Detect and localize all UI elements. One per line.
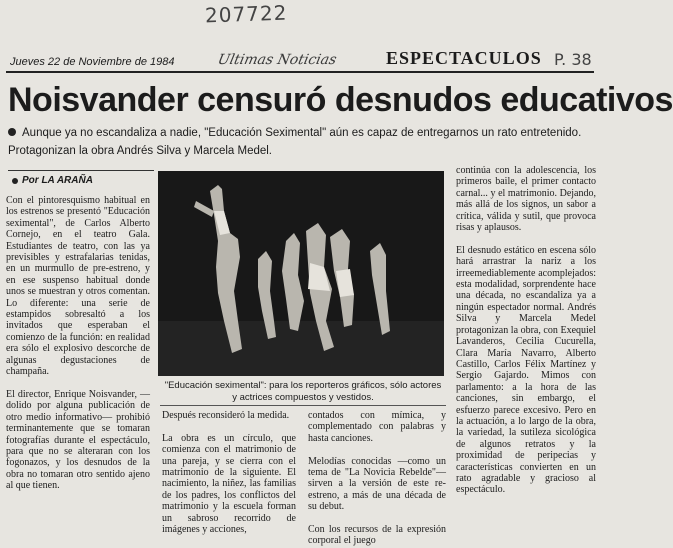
- article-column-4: continúa con la adolescencia, los primeros baile, el primer contacto carnal... y el matrimonio. Dejando, más allá de los signos, un sabor a crítica, válida y sutil, que provoca risas y aplausos. El desnudo estático en escena sólo hará arrastrar la nariz a los irreemediablemente acomplejados: esta modalidad, sorprendente hace una década, no escandaliza ya a ningún espectador normal. Andrés Silva y Marcela Medel protagonizan la obra, con Exequiel Lavanderos, Cecilia Cucurella, Clara María Navarro, Alberto Castillo, Carlos Félix Martínez y Sergio Gajardo. Mimos con parlamento: a la hora de las canciones, sin embargo, el esfuerzo parece excesivo. Pero en la actuación, a lo largo de la obra, la variedad, la sutileza sicológica de algunos retratos y la proximidad de peripecias y características convierten en un rato agradable y gracioso al espectáculo.: [456, 165, 596, 496]
- page-number: P. 38: [554, 50, 592, 69]
- article-column-2: Después reconsideró la medida. La obra es un círculo, que comienza con el matrimonio de una pareja, y se cierra con el matrimonio de la siguiente. El nacimiento, la niñez, las familias de los padres, los conflictos del matrimonio y la escuela forman un sabroso recorrido de imágenes y acciones,: [162, 410, 296, 536]
- newspaper-name: Ultimas Noticias: [216, 52, 338, 68]
- headline: Noisvander censuró desnudos educativos: [8, 81, 673, 119]
- handwritten-archive-number: 207722: [204, 0, 288, 28]
- lede-paragraph: Aunque ya no escandaliza a nadie, "Educación Seximental" aún es capaz de entregarnos un rato entretenido. Protagonizan la obra Andrés Silva y Marcela Medel.: [8, 127, 582, 157]
- header-rule: [6, 71, 594, 73]
- stage-performers-photo: [158, 171, 444, 376]
- article-column-1: Con el pintoresquismo habitual en los estrenos se presentó "Educación seximental", de Carlos Alberto Cornejo, en el teatro Gala. Estudiantes de teatro, con las ya previsibles y estrafalarias tenidas, en un murmullo de pre-estreno, y en ese suspenso habitual donde unos se muestran y otros comentan. Lo diferente: una serie de estampidos sobresaltó a los invitados que esperaban el comienzo de la función: en realidad era sólo el explosivo descorche de algunas degustaciones de champaña. El director, Enrique Noisvander, —dolido por alguna publicación de otro medio informativo— prohibió terminantemente que se tomaran fotografías durante el espectáculo, para que no se alteraran con los fogonazos, y los desnudos de la obra no tomaran otro sentido ajeno al que tienen.: [6, 195, 150, 492]
- caption-rule: [160, 405, 446, 406]
- byline-rule: [8, 170, 154, 171]
- article-column-3: contados con mímica, y complementado con palabras y hasta canciones. Melodías conocidas —como un tema de "La Novicia Rebelde"— sirven a la versión de este re-estreno, a más de una década de su debut. Con los recursos de la expresión corporal el juego: [308, 410, 446, 547]
- dateline: Jueves 22 de Noviembre de 1984: [10, 56, 175, 68]
- photo-caption: "Educación seximental": para los reporteros gráficos, sólo actores y actrices compuestos y vestidos.: [164, 380, 442, 403]
- byline: Por LA ARAÑA: [22, 175, 93, 186]
- byline-bullet-icon: [12, 178, 18, 184]
- section-title: ESPECTACULOS: [386, 48, 542, 68]
- stage-photo-illustration: [158, 171, 444, 376]
